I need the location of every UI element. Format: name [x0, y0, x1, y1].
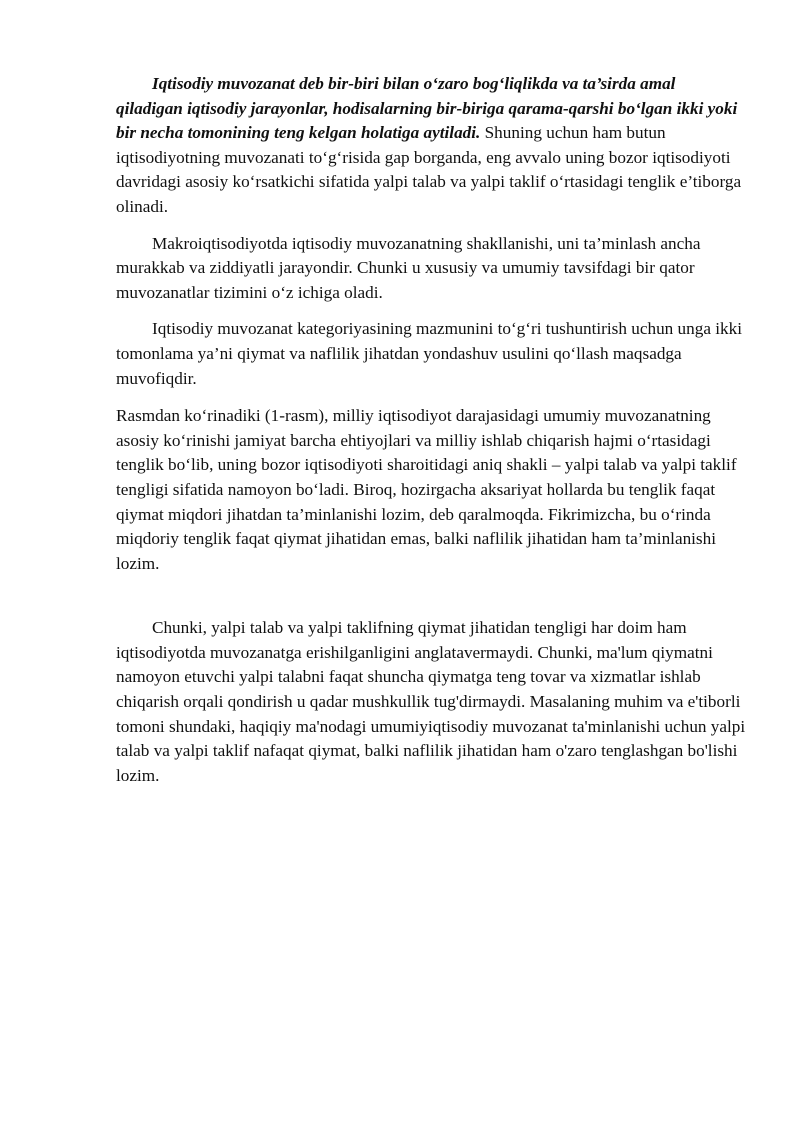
paragraph-conclusion: Chunki, yalpi talab va yalpi taklifning qiymat jihatidan tengligi har doim ham iqtisodiyotda muvozanatga erishilganligini anglatavermaydi. Chunki, ma'lum qiymatni namoyon etuvchi yalpi talabni faqat shuncha qiymatga teng tovar va xizmatlar ishlab chiqarish orqali qondirish u qadar mushkullik tug'dirmaydi. Masalaning muhim va e'tiborli tomoni shundaki, haqiqiy ma'nodagi umumiyiqtisodiy muvozanat ta'minlanishi uchun yalpi talab va yalpi taklif nafaqat qiymat, balki naflilik jihatidan ham o'zaro tenglashgan bo'lishi lozim.	[116, 618, 746, 785]
definition-body-text: Shuning uchun ham butun iqtisodiyotning muvozanati to‘g‘risida gap borganda, eng avvalo uning bozor iqtisodiyoti davridagi asosiy ko‘rsatkichi sifatida yalpi talab va yalpi taklif o‘rtasidagi tenglik e’tiborga olinadi.	[116, 123, 742, 216]
paragraph-macroeconomics: Makroiqtisodiyotda iqtisodiy muvozanatning shakllanishi, uni ta’minlash ancha murakkab va ziddiyatli jarayondir. Chunki u xususiy va umumiy tavsifdagi bir qator muvozanatlar tizimini o‘z ichiga oladi.	[116, 233, 701, 302]
paragraph-definition	[116, 72, 746, 220]
paragraph-figure-reference: Rasmdan ko‘rinadiki (1-rasm), milliy iqtisodiyot darajasidagi umumiy muvozanatning asosiy ko‘rinishi jamiyat barcha ehtiyojlari va milliy ishlab chiqarish hajmi o‘rtasidagi tenglik bo‘lib, uning bozor iqtisodiyoti sharoitidagi aniq shakli – yalpi talab va yalpi taklif tengligi sifatida namoyon bo‘ladi. Biroq, hozirgacha aksariyat hollarda bu tenglik faqat qiymat miqdori jihatdan ta’minlanishi lozim, deb qaralmoqda. Fikrimizcha, bu o‘rinda miqdoriy tenglik faqat qiymat jihatidan emas, balki naflilik jihatidan ham ta’minlanishi lozim.	[116, 406, 737, 573]
paragraph-category: Iqtisodiy muvozanat kategoriyasining mazmunini to‘g‘ri tushuntirish uchun unga ikki tomonlama ya’ni qiymat va naflilik jihatdan yondashuv usulini qo‘llash maqsadga muvofiqdir.	[116, 319, 743, 388]
document-page	[116, 72, 746, 788]
definition-lead-text: Iqtisodiy muvozanat deb bir-biri bilan o‘zaro bog‘liqlikda va ta’sirda amal qiladigan iqtisodiy jarayonlar, hodisalarning bir-biriga qarama-qarshi bo‘lgan ikki yoki bir necha tomonining teng kelgan holatiga aytiladi.	[116, 74, 738, 143]
